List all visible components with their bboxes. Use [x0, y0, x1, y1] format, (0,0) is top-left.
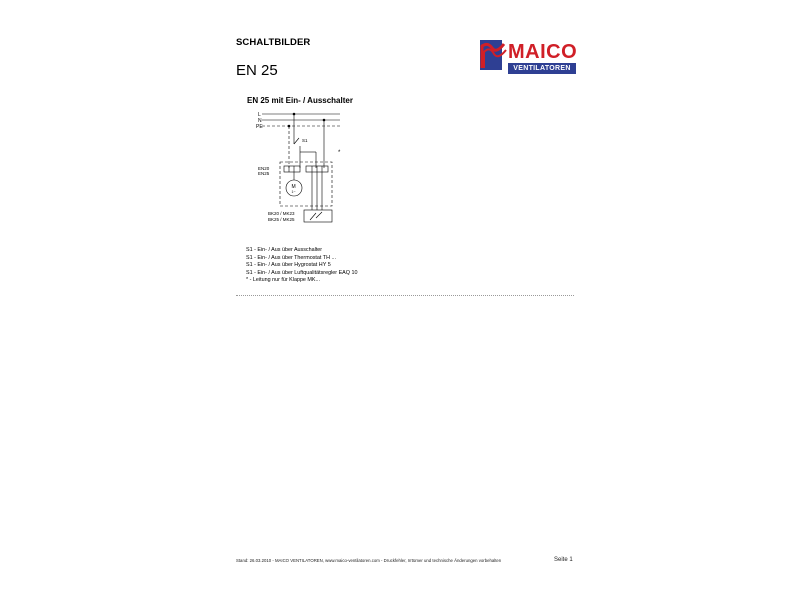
section-label: SCHALTBILDER: [236, 37, 311, 48]
logo-tagline-bar: [508, 63, 576, 74]
label-pe: PE: [256, 124, 263, 130]
legend-item: S1 - Ein- / Aus über Thermostat TH ...: [246, 254, 336, 261]
label-star: *: [338, 150, 341, 156]
logo-emblem-icon: [478, 38, 508, 74]
legend-item: S1 - Ein- / Aus über Luftqualitätsregler EAQ 10: [246, 269, 358, 276]
legend-item: S1 - Ein- / Aus über Hygrostat HY 5: [246, 262, 331, 269]
label-l: L: [258, 112, 261, 118]
logo-brand-text: MAICO: [508, 41, 578, 63]
label-device-2: EN25: [258, 171, 270, 176]
page-number: Seite 1: [554, 557, 573, 563]
label-device-1: EN20: [258, 166, 270, 171]
diagram-title: EN 25 mit Ein- / Ausschalter: [247, 96, 353, 105]
label-motor-sub: 1~: [291, 190, 296, 194]
divider: [236, 295, 574, 296]
label-motor: M: [291, 184, 296, 190]
label-damper-2: BK25 / MK25: [268, 217, 295, 222]
label-damper-1: BK20 / MK23: [268, 211, 295, 216]
terminal-block-1: [284, 166, 300, 172]
logo-tagline-text: VENTILATOREN: [513, 65, 571, 72]
legend-item: S1 - Ein- / Aus über Ausschalter: [246, 247, 323, 253]
product-title: EN 25: [236, 62, 278, 79]
maico-logo: [478, 38, 576, 80]
label-switch: S1: [302, 138, 308, 143]
legend-list: [246, 247, 357, 285]
legend-item: * - Leitung nur für Klappe MK...: [246, 277, 321, 284]
footer-note: Stand: 26.03.2010 - MAICO VENTILATOREN, www.maico-ventilatoren.com - Druckfehler, Irrtümer und technische Änderungen vorbehalten: [236, 558, 502, 563]
label-n: N: [258, 118, 262, 124]
switch-s1: [294, 138, 299, 144]
wiring-diagram: [246, 108, 358, 228]
